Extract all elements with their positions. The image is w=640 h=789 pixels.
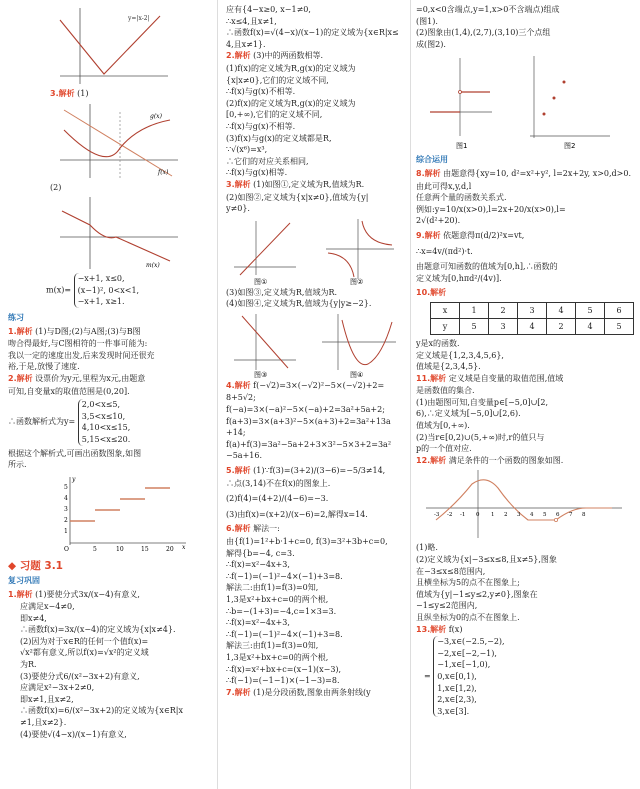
x-tick: 10	[116, 545, 124, 553]
text-line: 值域为{y|−1≤y≤2,y≠0},图象在	[416, 589, 538, 599]
text-line: (3)如图③,定义域为R,值域为R.	[226, 287, 338, 297]
text-line: ∴b=−(1+3)=−4,c=1×3=3.	[226, 606, 337, 616]
x-tick: 20	[166, 545, 174, 553]
q9-tag: 9.解析	[416, 230, 441, 240]
x-tick: 15	[141, 545, 149, 553]
text-line: (2)如图②,定义域为{x|x≠0},值域为{y|	[226, 192, 369, 202]
text-line: 解法一:	[253, 524, 280, 534]
text-line: ∴f(−1)=(−1)²−4×(−1)+3=8.	[226, 571, 343, 581]
text-line: 定义域是自变量的取值范围,值域	[448, 373, 564, 383]
q12-tag: 12.解析	[416, 455, 447, 465]
case-line: 1,x∈[1,2),	[437, 683, 477, 693]
column-left	[4, 0, 214, 789]
text-line: ∴x=4v/(πd²)·t.	[416, 246, 473, 256]
text-line: (1)要使分式3x/(x−4)有意义,	[35, 589, 140, 599]
q12-graph	[416, 468, 626, 540]
text-line: (1)∵f(3)=(3+2)/(3−6)=−5/3≠14,	[253, 466, 386, 476]
caption: 图②	[350, 277, 364, 285]
text-line: 值域是{2,3,4,5}.	[416, 362, 481, 372]
x-tick: -3	[434, 512, 440, 519]
q13-cases	[433, 636, 504, 717]
case-line: −x+1, x≤0,	[77, 274, 125, 284]
text-line: +14;	[226, 428, 246, 438]
text-line: 裕,于是,放慢了速度.	[8, 362, 80, 372]
column-right	[414, 0, 636, 789]
text-line: 设票价为y元,里程为x元,由题意	[35, 373, 146, 383]
mx-cases	[74, 273, 139, 308]
text-line: (2)图象由(1,4),(2,7),(3,10)三个点组	[416, 28, 551, 38]
text-line: (2)当r∈[0,2)∪(5,+∞)时,r的值只与	[416, 432, 545, 442]
table-cell: 4	[547, 302, 576, 318]
table-cell: 4	[518, 318, 547, 334]
x-tick: 0	[476, 512, 480, 519]
practice-heading: 练习	[8, 312, 24, 322]
x-tick: 6	[556, 512, 560, 519]
text-line: [0,+∞),它们的定义域不同,	[226, 110, 323, 120]
text-line: 即x≠4,	[20, 613, 47, 623]
case-line: −2,x∈[−2,−1),	[437, 648, 497, 658]
text-line: (1)略.	[416, 543, 438, 553]
x-tick: 4	[530, 512, 534, 519]
text-line: 可知,自变量x的取值范围是(0,20].	[8, 386, 130, 396]
review-heading: 复习巩固	[8, 575, 40, 585]
y-tick: 2	[64, 516, 68, 524]
text-line: 由此可得x,y,d,l	[416, 181, 472, 191]
text-line: 是函数值的集合.	[416, 386, 475, 396]
q8-tag: 8.解析	[416, 168, 441, 178]
text-line: ∴f(−1)=(−1)²−4×(−1)+3=8.	[226, 629, 343, 639]
text-line: 且横坐标为5的点不在图象上;	[416, 578, 520, 588]
q6-tag: 6.解析	[226, 524, 251, 534]
table-cell: 6	[605, 302, 634, 318]
table-cell: 5	[460, 318, 489, 334]
m-graph	[50, 195, 180, 271]
table-cell: 4	[576, 318, 605, 334]
text-line: y≠0}.	[226, 204, 250, 214]
q10-tag: 10.解析	[416, 288, 447, 298]
p1-tag: 1.解析	[8, 326, 33, 336]
text-line: (2)f(4)=(4+2)/(4−6)=−3.	[226, 494, 329, 504]
g-label: g(x)	[150, 112, 162, 120]
text-line: 根据这个解析式,可画出函数图象,如图	[8, 448, 142, 458]
text-line: (3)要使分式6/(x²−3x+2)有意义,	[20, 671, 140, 681]
text-line: f(x)	[448, 624, 463, 634]
case-line: (x−1)², 0<x<1,	[77, 285, 140, 295]
text-line: (4)要使√(4−x)/(x−1)有意义,	[20, 729, 127, 739]
mx-lhs: m(x)=	[46, 285, 72, 295]
q5-tag: 5.解析	[226, 466, 251, 476]
text-line: (图1).	[416, 16, 438, 26]
text-line: 8+5√2;	[226, 393, 256, 403]
x-tick: 2	[504, 512, 508, 519]
text-line: f(−a)=3×(−a)²−5×(−a)+2=3a²+5a+2;	[226, 405, 385, 415]
text-line: 任意两个量的函数关系式.	[416, 193, 507, 203]
text-line: ∴f(x)与g(x)不相等.	[226, 87, 296, 97]
q4-tag: 4.解析	[226, 380, 251, 390]
text-line: (3)f(x)与g(x)的定义域都是R,	[226, 133, 332, 143]
table-cell: 3	[489, 318, 518, 334]
text-line: ∴f(x)与g(x)相等.	[226, 168, 288, 178]
column-divider	[410, 0, 411, 789]
case-line: 4,10<x≤15,	[81, 423, 131, 433]
q13-tag: 13.解析	[416, 624, 447, 634]
text-line: ∴f(x)=x²−4x+3,	[226, 560, 290, 570]
y-tick: 4	[64, 494, 68, 502]
text-line: 值域为[0,+∞).	[416, 421, 470, 431]
g-f-graph	[50, 102, 180, 180]
text-line: 吻合得最好,与C图相符的一件事可能为:	[8, 339, 148, 349]
text-line: ∴点(3,14)不在f(x)的图象上.	[226, 478, 331, 488]
x-tick: 7	[569, 512, 573, 519]
part-label: (1)	[77, 89, 89, 98]
text-line: 例如:y=10/x(x>0),l=2x+20/x(x>0),l=	[416, 204, 566, 214]
table-cell: 1	[460, 302, 489, 318]
table-cell: 2	[547, 318, 576, 334]
text-line: ∴f(−1)=(−1−1)×(−1−3)=8.	[226, 676, 340, 686]
p2-cases	[78, 399, 130, 445]
x-label: x	[182, 543, 186, 551]
case-line: 2,0<x≤5,	[81, 400, 121, 410]
m-label: m(x)	[146, 262, 160, 270]
figures-q7	[416, 52, 616, 150]
table-cell: 5	[605, 318, 634, 334]
text-line: 且纵坐标为0的点不在图象上.	[416, 613, 520, 622]
text-line: 定义域为[0,hπd²/(4v)].	[416, 273, 502, 283]
q3-tag: 3.解析	[226, 179, 251, 189]
case-line: 3,5<x≤10,	[81, 411, 126, 421]
text-line: (1)是分段函数,图象由两条射线(y	[253, 687, 371, 697]
text-line: f(a+3)=3×(a+3)²−5×(a+3)+2=3a²+13a	[226, 416, 391, 426]
text-line: (4)如图④,定义域为R,值域为{y|y≥−2}.	[226, 299, 372, 309]
caption: 图1	[456, 142, 468, 151]
case-line: −x+1, x≥1.	[77, 297, 125, 307]
comprehensive-heading: 综合运用	[416, 155, 448, 165]
graph-label: y=|x-2|	[128, 15, 150, 22]
text-line: 在−3≤x≤8范围内,	[416, 566, 486, 576]
text-line: 满足条件的一个函数的图象如图.	[448, 455, 564, 465]
table-cell: 2	[489, 302, 518, 318]
p2-tag: 2.解析	[8, 373, 33, 383]
text-line: (3)中的两函数相等.	[253, 51, 324, 61]
y-tick: 1	[64, 527, 68, 535]
text-line: 由题意得{xy=10, d²=x²+y², l=2x+2y, x>0,d>0.	[443, 168, 632, 178]
text-line: ∴函数f(x)=6/(x²−3x+2)的定义域为{x∈R|x	[20, 706, 184, 716]
figures-3-4	[226, 312, 406, 378]
text-line: ∴函数f(x)=3x/(x−4)的定义域为{x|x≠4}.	[20, 625, 176, 635]
text-line: 为R.	[20, 660, 37, 670]
text-line: ∴f(x)与g(x)不相等.	[226, 121, 296, 131]
column-middle	[222, 0, 408, 789]
case-line: 5,15<x≤20.	[81, 434, 131, 444]
text-line: 解法三:由f(1)=f(3)=0知,	[226, 641, 319, 651]
q3-tag: 3.解析	[50, 89, 75, 98]
table-cell: 5	[576, 302, 605, 318]
text-line: 4,且x≠1}.	[226, 39, 266, 49]
text-line: ∴f(x)=x²−4x+3,	[226, 618, 290, 628]
y-tick: 3	[64, 505, 68, 513]
case-line: 2,x∈[2,3),	[437, 695, 477, 705]
q11-tag: 11.解析	[416, 373, 447, 383]
text-line: √x²都有意义,所以f(x)=√x²的定义域	[20, 648, 149, 658]
text-line: 由题意可知函数的值域为[0,h],∴函数的	[416, 262, 558, 272]
abs-value-graph	[50, 6, 170, 86]
column-divider	[217, 0, 218, 789]
value-table	[430, 302, 634, 335]
exercise-heading: ◆ 习题 3.1	[8, 559, 63, 572]
text-line: ∴它们的对应关系相同,	[226, 156, 309, 166]
text-line: 应有{4−x≥0, x−1≠0,	[226, 5, 311, 14]
text-line: 1,3是x²+bx+c=0的两个根,	[226, 652, 329, 662]
equals-sign: =	[424, 671, 431, 681]
text-line: (2)定义域为{x|−3≤x≤8,且x≠5},图象	[416, 555, 557, 565]
q7-tag: 7.解析	[226, 687, 251, 697]
x-tick: 3	[517, 512, 521, 519]
text-line: (1)由题图可知,自变量p∈[−5,0]∪[2,	[416, 397, 549, 407]
f-label: f(x)	[158, 168, 169, 176]
part-label: (2)	[50, 182, 62, 192]
text-line: −5a+16.	[226, 451, 262, 461]
text-line: 2√(d²+20).	[416, 216, 461, 226]
table-cell: 3	[518, 302, 547, 318]
text-line: 成(图2).	[416, 39, 446, 49]
text-line: 1,3是x²+bx+c=0的两个根,	[226, 594, 329, 604]
text-line: 解得{b=−4, c=3.	[226, 548, 295, 558]
figures-1-2	[226, 217, 406, 285]
x-tick: 5	[93, 545, 97, 553]
text-line: f(−√2)=3×(−√2)²−5×(−√2)+2=	[253, 380, 385, 390]
text-line: 所示.	[8, 460, 27, 470]
text-line: 即x≠1,且x≠2,	[20, 694, 74, 704]
text-line: (2)f(x)的定义域为R,g(x)的定义域为	[226, 98, 356, 108]
text-line: (3)由f(x)=(x+2)/(x−6)=2,解得x=14.	[226, 509, 368, 519]
step-function-graph	[50, 473, 190, 555]
text-line: (1)与D图;(2)与A图;(3)与B图	[35, 326, 141, 336]
text-line: {x|x≠0},它们的定义域不同,	[226, 75, 329, 85]
y-tick: 5	[64, 483, 68, 491]
caption: 图①	[254, 277, 268, 285]
text-line: 应满足x−4≠0,	[20, 602, 75, 612]
text-line: (2)因为对于x∈R的任何一个值f(x)=	[20, 636, 149, 646]
text-line: y是x的函数.	[416, 338, 460, 348]
text-line: ≠1,且x≠2}.	[20, 718, 67, 728]
x-tick: -2	[447, 512, 453, 519]
text-line: 解法二:由f(1)=f(3)=0知,	[226, 583, 319, 593]
case-line: −3,x∈(−2.5,−2),	[437, 637, 505, 647]
x-tick: 1	[491, 512, 495, 519]
x-tick: -1	[460, 512, 466, 519]
text-line: 由{f(1)=1²+b·1+c=0, f(3)=3²+3b+c=0,	[226, 537, 388, 546]
text-line: 我以一定的速度出发,后来发现时间还很充	[8, 350, 155, 360]
x-tick: O	[64, 545, 69, 553]
text-line: (1)如图①,定义域为R,值域为R.	[253, 179, 365, 189]
x-tick: 8	[582, 512, 586, 519]
y-label: y	[72, 475, 76, 483]
text-line: 6),∴定义域为[−5,0]∪[2,6).	[416, 409, 521, 419]
caption: 图2	[564, 142, 576, 151]
text-line: ∵√(x⁶)=x³,	[226, 145, 268, 155]
text-line: −1≤y≤2范围内,	[416, 601, 478, 611]
text-line: 应满足x²−3x+2≠0,	[20, 683, 95, 693]
caption: 图③	[254, 370, 268, 378]
text-line: ∴函数f(x)=√(4−x)/(x−1)的定义域为{x∈R|x≤	[226, 28, 399, 38]
text-line: ∴x≤4,且x≠1,	[226, 16, 277, 26]
table-cell: y	[431, 318, 460, 334]
case-line: −1,x∈[−1,0),	[437, 660, 491, 670]
p2-lhs: ∴函数解析式为y=	[8, 417, 76, 427]
text-line: ∴f(x)=x²+bx+c=(x−1)(x−3),	[226, 664, 342, 674]
case-line: 3,x∈[3].	[437, 706, 470, 716]
text-line: 依题意得π(d/2)²x=vt,	[443, 230, 525, 240]
x1-tag: 1.解析	[8, 589, 33, 599]
case-line: 0,x∈[0,1),	[437, 671, 477, 681]
table-cell: x	[431, 302, 460, 318]
q2-tag: 2.解析	[226, 51, 251, 61]
text-line: =0,x<0含端点,y=1,x>0不含端点)组成	[416, 5, 560, 14]
text-line: 定义域是{1,2,3,4,5,6},	[416, 350, 504, 360]
x-tick: 5	[543, 512, 547, 519]
text-line: (1)f(x)的定义域为R,g(x)的定义域为	[226, 63, 356, 73]
text-line: f(a)+f(3)=3a²−5a+2+3×3²−5×3+2=3a²	[226, 439, 392, 449]
text-line: p的一个值对应.	[416, 444, 472, 454]
caption: 图④	[350, 370, 364, 378]
